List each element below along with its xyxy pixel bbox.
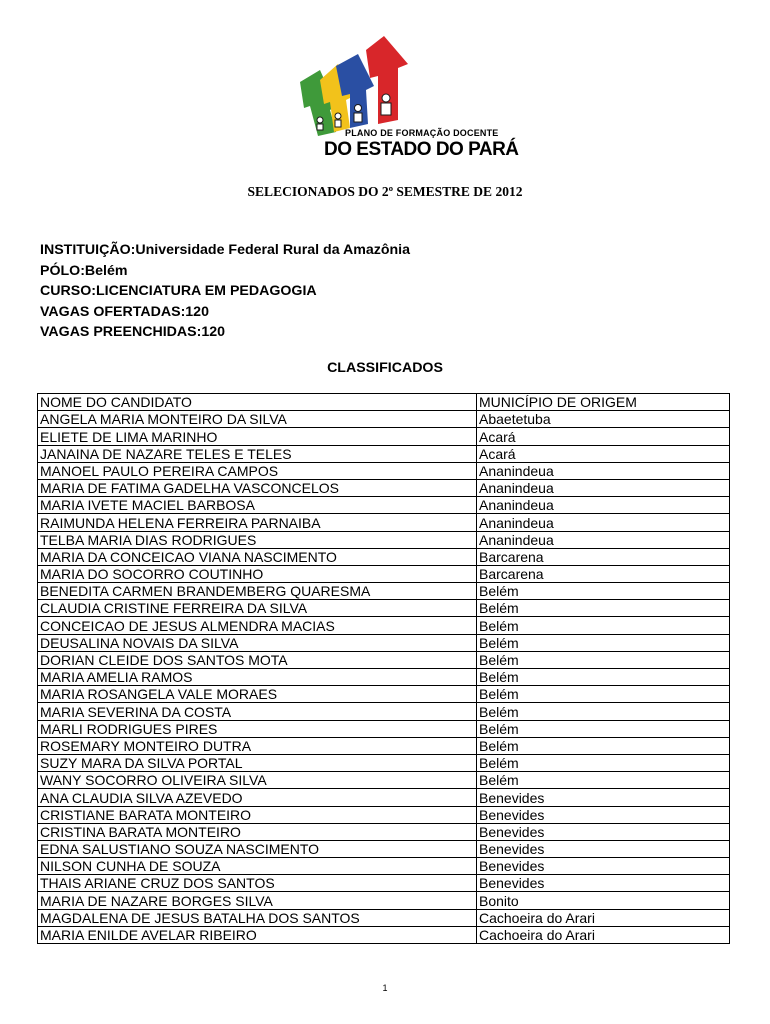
table-row xyxy=(38,806,730,823)
info-polo: PÓLO:Belém xyxy=(40,262,128,279)
document-heading: SELECIONADOS DO 2º SEMESTRE DE 2012 xyxy=(247,184,523,199)
candidate-municipio: Acará xyxy=(477,445,730,462)
table-row xyxy=(38,531,730,548)
info-vagas-preenchidas: VAGAS PREENCHIDAS:120 xyxy=(40,324,226,341)
candidate-municipio: Ananindeua xyxy=(477,531,730,548)
candidate-name: ANGELA MARIA MONTEIRO DA SILVA xyxy=(38,411,477,428)
candidate-municipio: Barcarena xyxy=(477,565,730,582)
table-row xyxy=(38,462,730,479)
logo-text-plano: PLANO DE FORMAÇÃO DOCENTE xyxy=(345,128,499,138)
candidate-name: MARIA DO SOCORRO COUTINHO xyxy=(38,565,477,582)
candidate-municipio: Benevides xyxy=(477,840,730,857)
candidate-name: MARIA ENILDE AVELAR RIBEIRO xyxy=(38,926,477,943)
candidate-municipio: Benevides xyxy=(477,823,730,840)
table-row xyxy=(38,565,730,582)
table-row xyxy=(38,875,730,892)
table-row xyxy=(38,514,730,531)
table-row xyxy=(38,428,730,445)
candidate-name: MARIA DE NAZARE BORGES SILVA xyxy=(38,892,477,909)
table-row xyxy=(38,634,730,651)
candidate-name: CLAUDIA CRISTINE FERREIRA DA SILVA xyxy=(38,600,477,617)
header-nome: NOME DO CANDIDATO xyxy=(38,394,477,411)
candidate-name: NILSON CUNHA DE SOUZA xyxy=(38,858,477,875)
candidate-municipio: Belém xyxy=(477,617,730,634)
table-row xyxy=(38,686,730,703)
candidate-name: TELBA MARIA DIAS RODRIGUES xyxy=(38,531,477,548)
candidates-table xyxy=(37,393,730,944)
candidate-municipio: Benevides xyxy=(477,806,730,823)
candidate-municipio: Belém xyxy=(477,720,730,737)
table-row xyxy=(38,583,730,600)
table-row xyxy=(38,445,730,462)
candidate-name: CRISTINA BARATA MONTEIRO xyxy=(38,823,477,840)
table-row xyxy=(38,823,730,840)
candidate-name: MARIA AMELIA RAMOS xyxy=(38,669,477,686)
info-block xyxy=(40,240,410,343)
table-row xyxy=(38,617,730,634)
table-row xyxy=(38,772,730,789)
table-row xyxy=(38,789,730,806)
candidate-municipio: Belém xyxy=(477,737,730,754)
candidate-municipio: Belém xyxy=(477,703,730,720)
candidate-municipio: Benevides xyxy=(477,875,730,892)
info-curso: CURSO:LICENCIATURA EM PEDAGOGIA xyxy=(40,283,317,300)
table-row xyxy=(38,737,730,754)
table-row xyxy=(38,926,730,943)
table-row xyxy=(38,909,730,926)
candidate-name: DORIAN CLEIDE DOS SANTOS MOTA xyxy=(38,651,477,668)
candidate-municipio: Ananindeua xyxy=(477,479,730,496)
table-row xyxy=(38,548,730,565)
candidate-name: ANA CLAUDIA SILVA AZEVEDO xyxy=(38,789,477,806)
candidate-municipio: Belém xyxy=(477,772,730,789)
table-row xyxy=(38,892,730,909)
candidate-municipio: Belém xyxy=(477,651,730,668)
candidate-municipio: Belém xyxy=(477,754,730,771)
candidate-name: MARLI RODRIGUES PIRES xyxy=(38,720,477,737)
candidate-name: MARIA DA CONCEICAO VIANA NASCIMENTO xyxy=(38,548,477,565)
table-row xyxy=(38,703,730,720)
logo-text-estado: DO ESTADO DO PARÁ xyxy=(324,139,519,160)
candidate-name: MARIA SEVERINA DA COSTA xyxy=(38,703,477,720)
header-municipio: MUNICÍPIO DE ORIGEM xyxy=(477,394,730,411)
table-row xyxy=(38,840,730,857)
candidate-name: JANAINA DE NAZARE TELES E TELES xyxy=(38,445,477,462)
candidate-name: DEUSALINA NOVAIS DA SILVA xyxy=(38,634,477,651)
candidate-name: CONCEICAO DE JESUS ALMENDRA MACIAS xyxy=(38,617,477,634)
table-row xyxy=(38,754,730,771)
candidate-name: BENEDITA CARMEN BRANDEMBERG QUARESMA xyxy=(38,583,477,600)
candidate-name: MAGDALENA DE JESUS BATALHA DOS SANTOS xyxy=(38,909,477,926)
table-row xyxy=(38,600,730,617)
candidate-name: MARIA IVETE MACIEL BARBOSA xyxy=(38,497,477,514)
candidate-municipio: Belém xyxy=(477,686,730,703)
candidate-name: MANOEL PAULO PEREIRA CAMPOS xyxy=(38,462,477,479)
table-row xyxy=(38,669,730,686)
candidate-municipio: Cachoeira do Arari xyxy=(477,909,730,926)
candidate-name: CRISTIANE BARATA MONTEIRO xyxy=(38,806,477,823)
table-row xyxy=(38,651,730,668)
candidate-name: MARIA DE FATIMA GADELHA VASCONCELOS xyxy=(38,479,477,496)
candidate-municipio: Belém xyxy=(477,583,730,600)
table-header-row xyxy=(38,394,730,411)
candidate-name: THAIS ARIANE CRUZ DOS SANTOS xyxy=(38,875,477,892)
candidate-municipio: Ananindeua xyxy=(477,462,730,479)
candidate-municipio: Abaetetuba xyxy=(477,411,730,428)
table-row xyxy=(38,479,730,496)
table-row xyxy=(38,497,730,514)
section-title: CLASSIFICADOS xyxy=(327,360,443,376)
candidate-municipio: Belém xyxy=(477,669,730,686)
candidate-municipio: Cachoeira do Arari xyxy=(477,926,730,943)
candidate-municipio: Acará xyxy=(477,428,730,445)
table-row xyxy=(38,858,730,875)
candidate-municipio: Ananindeua xyxy=(477,514,730,531)
info-vagas-ofertadas: VAGAS OFERTADAS:120 xyxy=(40,303,209,320)
candidate-name: WANY SOCORRO OLIVEIRA SILVA xyxy=(38,772,477,789)
table-row xyxy=(38,411,730,428)
candidate-name: ELIETE DE LIMA MARINHO xyxy=(38,428,477,445)
candidate-municipio: Ananindeua xyxy=(477,497,730,514)
candidate-municipio: Bonito xyxy=(477,892,730,909)
candidate-municipio: Benevides xyxy=(477,789,730,806)
candidate-municipio: Belém xyxy=(477,600,730,617)
candidate-name: EDNA SALUSTIANO SOUZA NASCIMENTO xyxy=(38,840,477,857)
candidate-municipio: Barcarena xyxy=(477,548,730,565)
candidate-name: RAIMUNDA HELENA FERREIRA PARNAIBA xyxy=(38,514,477,531)
candidate-municipio: Benevides xyxy=(477,858,730,875)
page-number: 1 xyxy=(382,983,388,993)
table-row xyxy=(38,720,730,737)
candidate-name: SUZY MARA DA SILVA PORTAL xyxy=(38,754,477,771)
candidate-name: ROSEMARY MONTEIRO DUTRA xyxy=(38,737,477,754)
candidate-name: MARIA ROSANGELA VALE MORAES xyxy=(38,686,477,703)
info-instituicao: INSTITUIÇÃO:Universidade Federal Rural da Amazônia xyxy=(40,242,411,258)
candidate-municipio: Belém xyxy=(477,634,730,651)
